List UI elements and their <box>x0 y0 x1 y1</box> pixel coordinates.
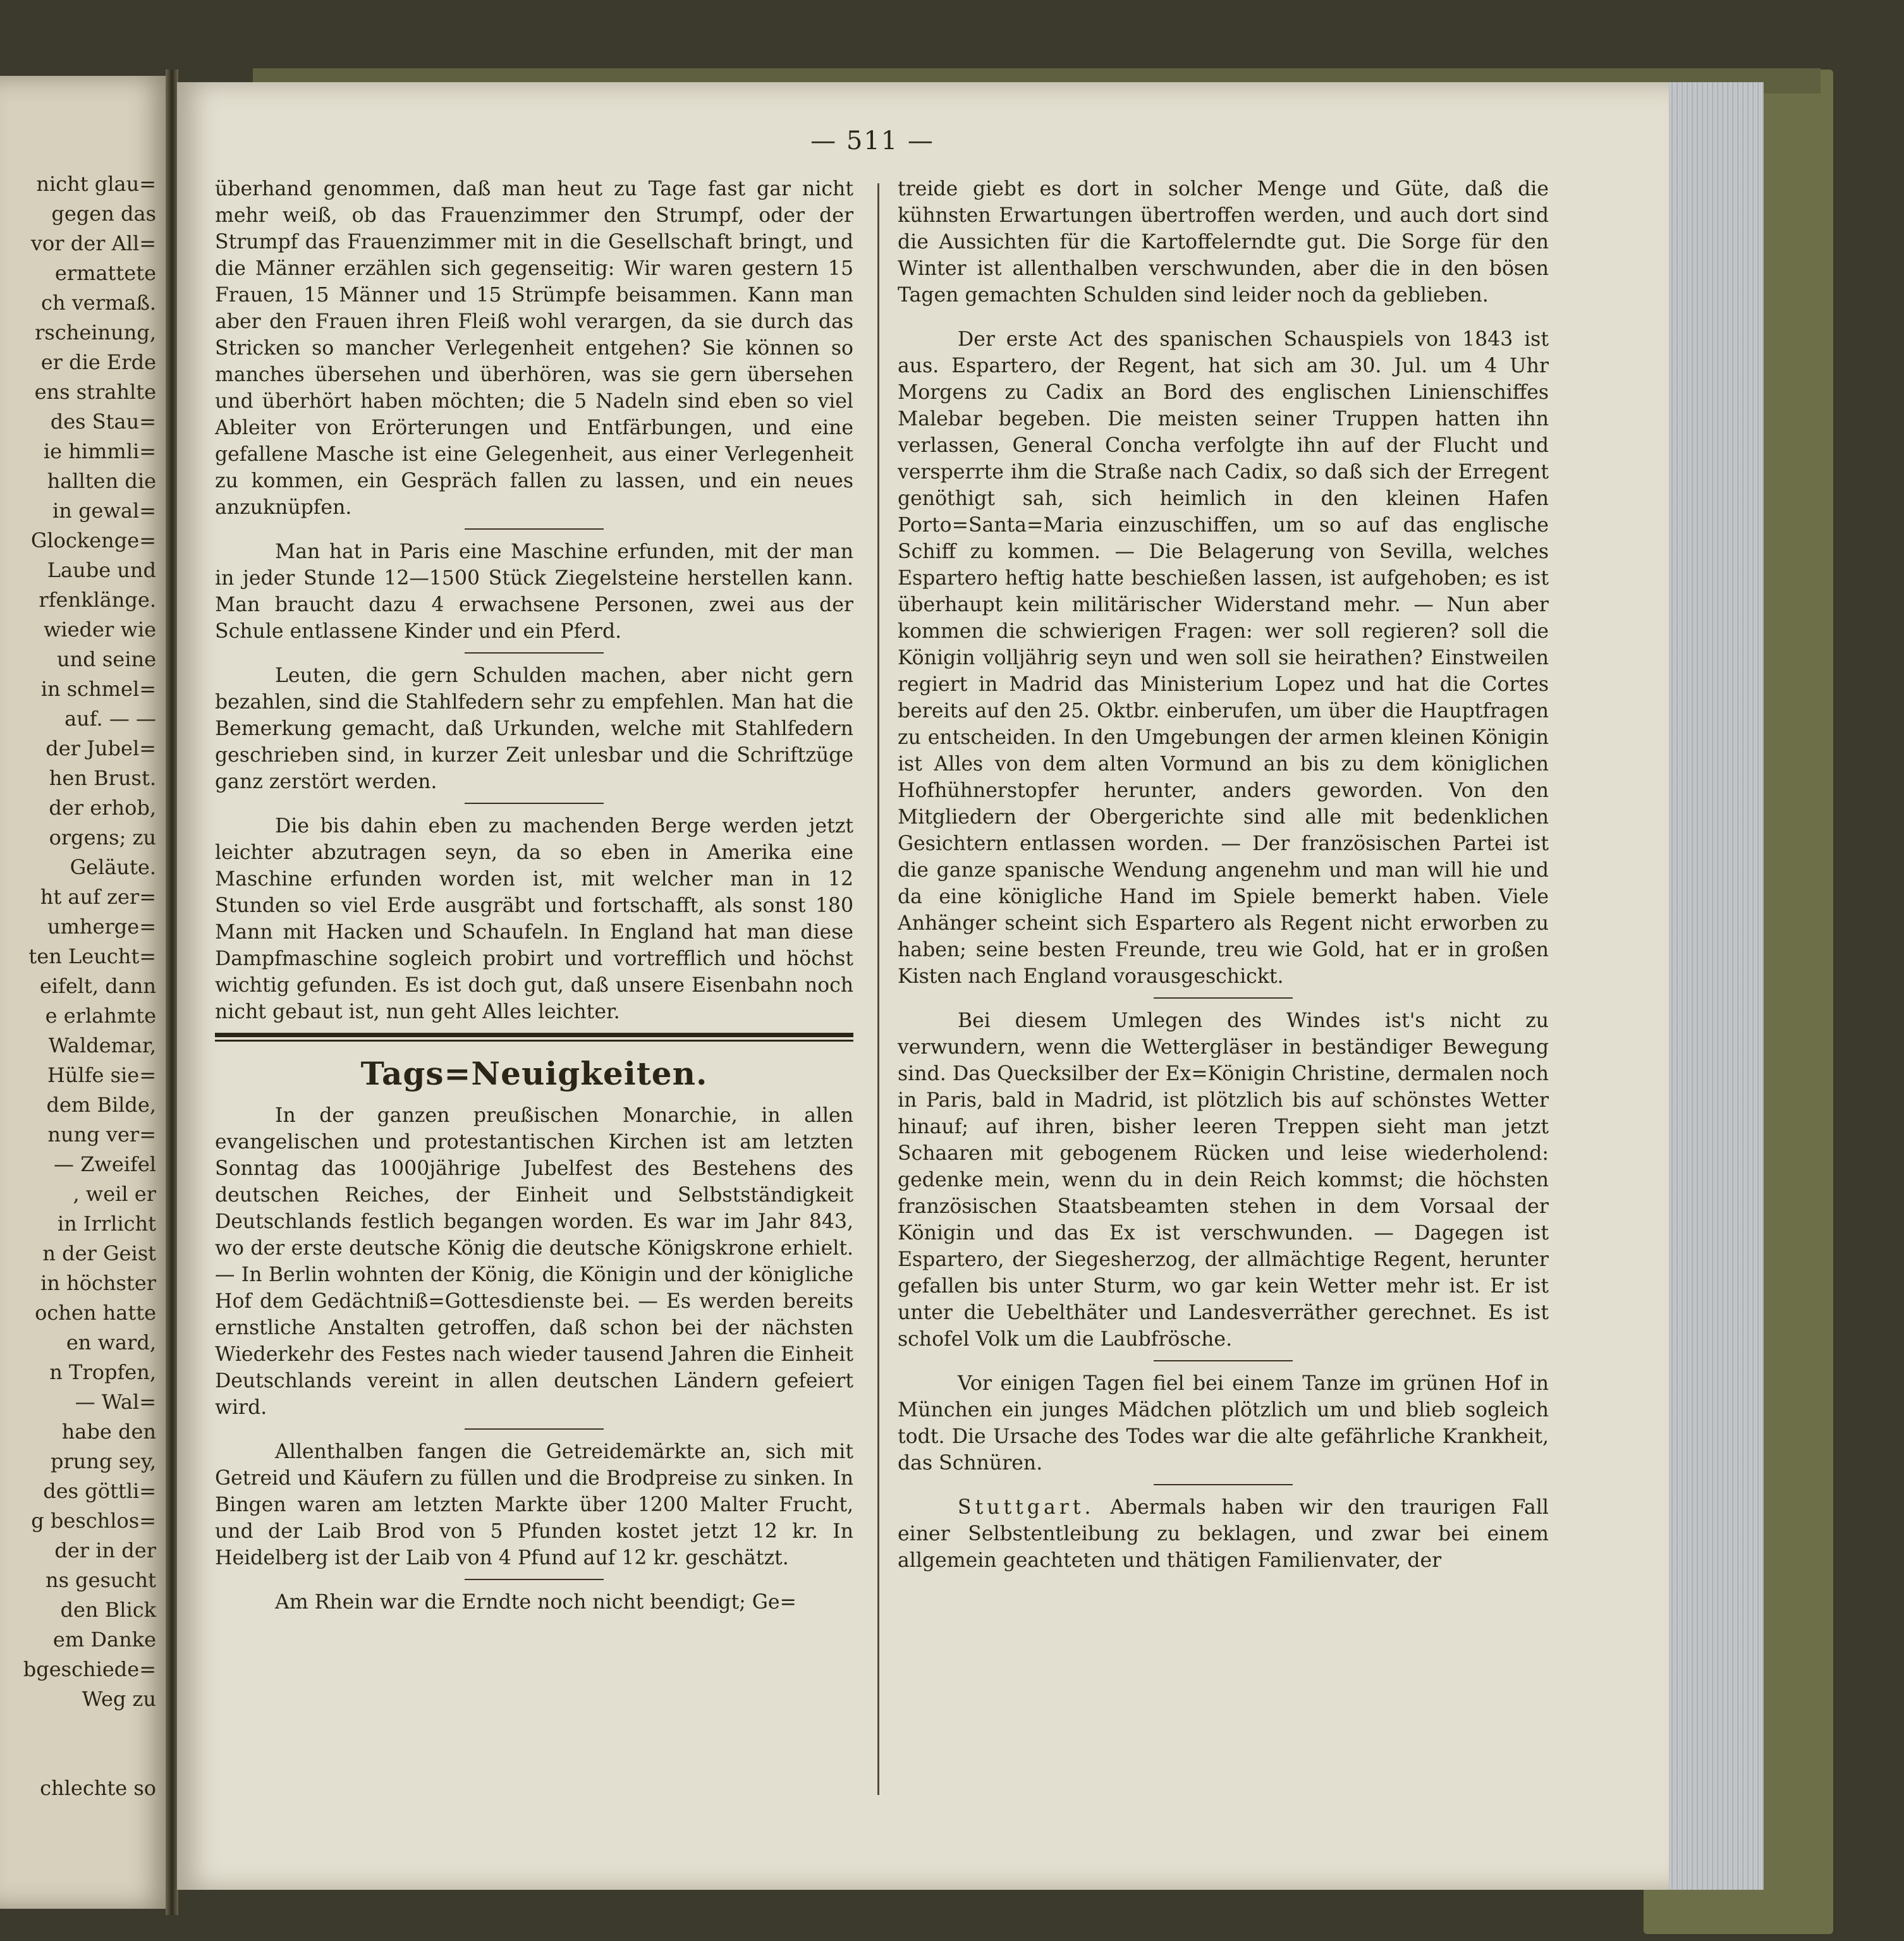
left-page-fragment-line: chlechte so <box>40 1776 156 1800</box>
left-page-fragment-line: er die Erde <box>40 350 156 374</box>
left-page-fragment-line: orgens; zu <box>49 825 156 849</box>
article-separator <box>215 1421 853 1439</box>
left-column <box>215 176 853 1615</box>
left-page-fragment-line: ten Leucht= <box>28 944 156 968</box>
column-divider <box>877 183 879 1795</box>
news-stuttgart-text: Abermals haben wir den traurigen Fall einer Selbstentleibung zu beklagen, und zwar bei einem allgemein geachteten und thätigen Familienvater, der <box>898 1496 1549 1572</box>
left-page-fragment-line: — Wal= <box>75 1390 156 1414</box>
left-page-fragment-line: nung ver= <box>47 1123 156 1147</box>
left-page-fragment-line: rscheinung, <box>35 320 156 344</box>
left-page-fragment-line: — Zweifel <box>54 1152 156 1176</box>
left-page-fragment-line: ch vermaß. <box>41 291 156 315</box>
news-spain-espartero: Der erste Act des spanischen Schauspiels von 1843 ist aus. Espartero, der Regent, hat sich am 30. Jul. um 4 Uhr Morgens zu Cadix an Bord des englischen Linienschiffes Malebar begeben. Die meisten seiner Truppen hatten ihn verlassen, General Concha verfolgte ihn auf der Flucht und versperrte ihm die Straße nach Cadix, so daß sich der Erregent genöthigt sah, sich heimlich in den kleinen Hafen Porto=Santa=Maria einzuschiffen, um so auf das englische Schiff zu kommen. — Die Belagerung von Sevilla, welches Espartero heftig hatte beschießen lassen, ist aufgehoben; es ist überhaupt kein militärischer Widerstand mehr. — Nun aber kommen die schwierigen Fragen: wer soll regieren? soll die Königin volljährig seyn und wen soll sie heirathen? Einstweilen regiert in Madrid das Ministerium Lopez und hat die Cortes bereits auf den 25. Oktbr. einberufen, um über die Hauptfragen zu entscheiden. In den Umgebungen der armen kleinen Königin ist Alles von dem alten Vormund an bis zu dem königlichen Hofhühnerstopfer herunter, anders geworden. Von den Mitgliedern der Obergerichte sind alle mit bedenklichen Gesichtern entlassen worden. — Der französischen Partei ist die ganze spanische Wendung angenehm und man will hie und da eine königliche Hand im Spiele bemerkt haben. Viele Anhänger scheint sich Espartero als Regent nicht erworben zu haben; seine besten Freunde, treu wie Gold, hat er in großen Kisten nach England vorausgeschickt. <box>898 328 1549 988</box>
article-separator <box>898 308 1549 326</box>
left-page-fragment-line: dem Bilde, <box>46 1093 156 1117</box>
left-page-fragment-line: in schmel= <box>40 677 156 701</box>
news-stuttgart-place: Stuttgart. <box>958 1496 1095 1519</box>
left-page-fragment-line: ie himmli= <box>43 439 156 463</box>
article-knitting: überhand genommen, daß man heut zu Tage fast gar nicht mehr weiß, ob das Frauenzimmer den Strumpf, oder der Strumpf das Frauenzimmer mit in die Gesellschaft bringt, und die Männer erzählen sich gegenseitig: Wir waren gestern 15 Frauen, 15 Männer und 15 Strümpfe beisammen. Kann man aber den Frauen ihren Fleiß wohl verargen, da sie durch das Stricken so mancher Verlegenheit entgehen? Sie können so manches übersehen und überhören, was sie gern übersehen und überhört haben möchten; die 5 Nadeln sind eben so viel Ableiter von Erörterungen und Entfärbungen, und eine gefallene Masche ist eine Gelegenheit, aus einer Verlegenheit zu kommen, ein Gespräch fallen zu lassen, und ein neues anzuknüpfen. <box>215 178 853 519</box>
left-page-fragment-line: der in der <box>54 1538 156 1562</box>
left-page-fragment-line: Laube und <box>47 558 156 582</box>
article-separator <box>898 1476 1549 1494</box>
article-separator <box>898 990 1549 1007</box>
left-page-fragment-line: den Blick <box>60 1598 156 1622</box>
book-gutter <box>166 70 178 1915</box>
left-page-fragment-line: nicht glau= <box>36 172 156 196</box>
left-page-fragment-line: Weg zu <box>82 1687 156 1711</box>
left-page-fragment-line: vor der All= <box>30 231 156 255</box>
left-page-fragment-line: , weil er <box>73 1182 156 1206</box>
article-separator <box>215 795 853 813</box>
left-page-fragment-line: Waldemar, <box>48 1033 156 1057</box>
left-page-fragment-line: prung sey, <box>50 1449 156 1473</box>
news-stuttgart <box>898 1494 1549 1574</box>
left-page-fragment-line: g beschlos= <box>31 1509 156 1533</box>
left-page-fragment-line: ens strahlte <box>34 380 156 404</box>
article-separator <box>898 1353 1549 1370</box>
right-column <box>898 176 1549 1574</box>
left-page-fragment-line: habe den <box>61 1420 156 1444</box>
article-separator <box>215 645 853 662</box>
news-grain-markets: Allenthalben fangen die Getreidemärkte an, sich mit Getreid und Käufern zu füllen und die Brodpreise zu sinken. In Bingen waren am letzten Markte über 1200 Malter Frucht, und der Laib Brod von 5 Pfunden kostet jetzt 12 kr. In Heidelberg ist der Laib von 4 Pfund auf 12 kr. geschätzt. <box>215 1440 853 1569</box>
left-page-fragment-line: Hülfe sie= <box>47 1063 156 1087</box>
left-page-fragment-line: gegen das <box>51 202 156 226</box>
left-page-fragment-line: in Irrlicht <box>57 1212 156 1236</box>
left-page-fragment-line: in höchster <box>40 1271 156 1295</box>
left-page-fragment-line: Glockenge= <box>30 528 156 552</box>
left-page-fragment-line: des Stau= <box>50 410 156 434</box>
left-page-fragment-line: hallten die <box>47 469 156 493</box>
left-page-fragment-line: n Tropfen, <box>49 1360 156 1384</box>
left-page-fragment-line: ht auf zer= <box>40 885 156 909</box>
left-page-fragment-line: n der Geist <box>42 1241 156 1265</box>
left-page-fragment-line: und seine <box>56 647 156 671</box>
left-page-fragment-line: e erlahmte <box>45 1004 156 1028</box>
left-page-fragment-line: bgeschiede= <box>23 1657 156 1681</box>
left-page-fragment-line: hen Brust. <box>49 766 156 790</box>
article-steam-excavator: Die bis dahin eben zu machenden Berge werden jetzt leichter abzutragen seyn, da so eben in Amerika eine Maschine erfunden worden ist, mit welcher man in 12 Stunden so viel Erde ausgräbt und fortschafft, als sonst 180 Mann mit Hacken und Schaufeln. In England hat man diese Dampfmaschine sogleich probirt und vortrefflich und höchst wichtig gefunden. Es ist doch gut, daß unsere Eisenbahn noch nicht gebaut ist, nun geht Alles leichter. <box>215 815 853 1023</box>
left-page-fragment-line: wieder wie <box>43 618 156 642</box>
section-double-rule <box>215 1033 853 1048</box>
left-page-fragment-line: des göttli= <box>43 1479 156 1503</box>
news-rhine-harvest: Am Rhein war die Erndte noch nicht beendigt; Ge= <box>275 1591 796 1614</box>
page-number: — 511 — <box>810 126 934 155</box>
left-page-fragment-line: in gewal= <box>52 499 156 523</box>
left-page-fragment-line: em Danke <box>52 1628 156 1652</box>
left-page-fragment-line: der Jubel= <box>46 736 156 760</box>
left-page <box>0 76 174 1909</box>
left-page-fragment-line: en ward, <box>66 1330 156 1354</box>
left-page-fragment-line: Geläute. <box>70 855 156 879</box>
news-jubilee: In der ganzen preußischen Monarchie, in allen evangelischen und protestantischen Kirchen ist am letzten Sonntag das 1000jährige Jubelfest des Bestehens des deutschen Reiches, der Einheit und Selbstständigkeit Deutschlands festlich begangen worden. Es war im Jahr 843, wo der erste deutsche König die deutsche Königskrone erhielt. — In Berlin wohnten der König, die Königin und der königliche Hof dem Gedächtniß=Gottesdienste bei. — Es werden bereits ernstliche Anstalten getroffen, daß schon bei der nächsten Wiederkehr des Festes nach wieder tausend Jahren die Einheit Deutschlands vereint in allen deutschen Ländern gefeiert wird. <box>215 1104 853 1419</box>
news-munich-dance: Vor einigen Tagen fiel bei einem Tanze im grünen Hof in München ein junges Mädchen plötzlich um und blieb sogleich todt. Die Ursache des Todes war die alte gefährliche Krankheit, das Schnüren. <box>898 1372 1549 1475</box>
left-page-fragment-line: der erhob, <box>49 796 156 820</box>
left-page-fragment-line: auf. — — <box>64 707 156 731</box>
left-page-fragment-line: umherge= <box>47 915 156 939</box>
article-steel-pens: Leuten, die gern Schulden machen, aber nicht gern bezahlen, sind die Stahlfedern sehr zu empfehlen. Man hat die Bemerkung gemacht, daß Urkunden, welche mit Stahlfedern geschrieben sind, in kurzer Zeit unlesbar und die Schriftzüge ganz zerstört werden. <box>215 664 853 793</box>
article-separator <box>215 1571 853 1589</box>
page-block-edge <box>1669 82 1764 1890</box>
article-brick-machine: Man hat in Paris eine Maschine erfunden, mit der man in jeder Stunde 12—1500 Stück Ziegelsteine herstellen kann. Man braucht dazu 4 erwachsene Personen, zwei aus der Schule entlassene Kinder und ein Pferd. <box>215 540 853 643</box>
left-page-fragment-line: rfenklänge. <box>39 588 156 612</box>
news-rhine-harvest-continued: treide giebt es dort in solcher Menge und Güte, daß die kühnsten Erwartungen übertroffen werden, und auch dort sind die Aussichten für die Kartoffelerndte gut. Die Sorge für den Winter ist allenthalben verschwunden, aber die in den bösen Tagen gemachten Schulden sind leider noch da geblieben. <box>898 178 1549 307</box>
article-separator <box>215 521 853 538</box>
left-page-fragment-line: ochen hatte <box>35 1301 156 1325</box>
left-page-fragment-line: ermattete <box>54 261 156 285</box>
news-weather-glasses: Bei diesem Umlegen des Windes ist's nicht zu verwundern, wenn die Wettergläser in beständiger Bewegung sind. Das Quecksilber der Ex=Königin Christine, dermalen noch in Paris, bald in Madrid, ist plötzlich bis auf schönstes Wetter hinauf; auf ihren, bisher leeren Treppen sieht man jetzt Schaaren mit gebogenem Rücken und leise wiederholend: gedenke mein, wenn du in dein Reich kommst; die höchsten französischen Staatsbeamten stehen in dem Vorsaal der Königin und das Ex ist verschwunden. — Dagegen ist Espartero, der Siegesherzog, der allmächtige Regent, herunter gefallen bis unter Sturm, wo gar kein Wetter mehr ist. Er ist unter die Uebelthäter und Landesverräther gerechnet. Es ist schofel Volk um die Laubfrösche. <box>898 1009 1549 1351</box>
section-title: Tags=Neuigkeiten. <box>360 1055 708 1092</box>
left-page-fragment-line: ns gesucht <box>45 1568 156 1592</box>
left-page-fragment-line: eifelt, dann <box>39 974 156 998</box>
